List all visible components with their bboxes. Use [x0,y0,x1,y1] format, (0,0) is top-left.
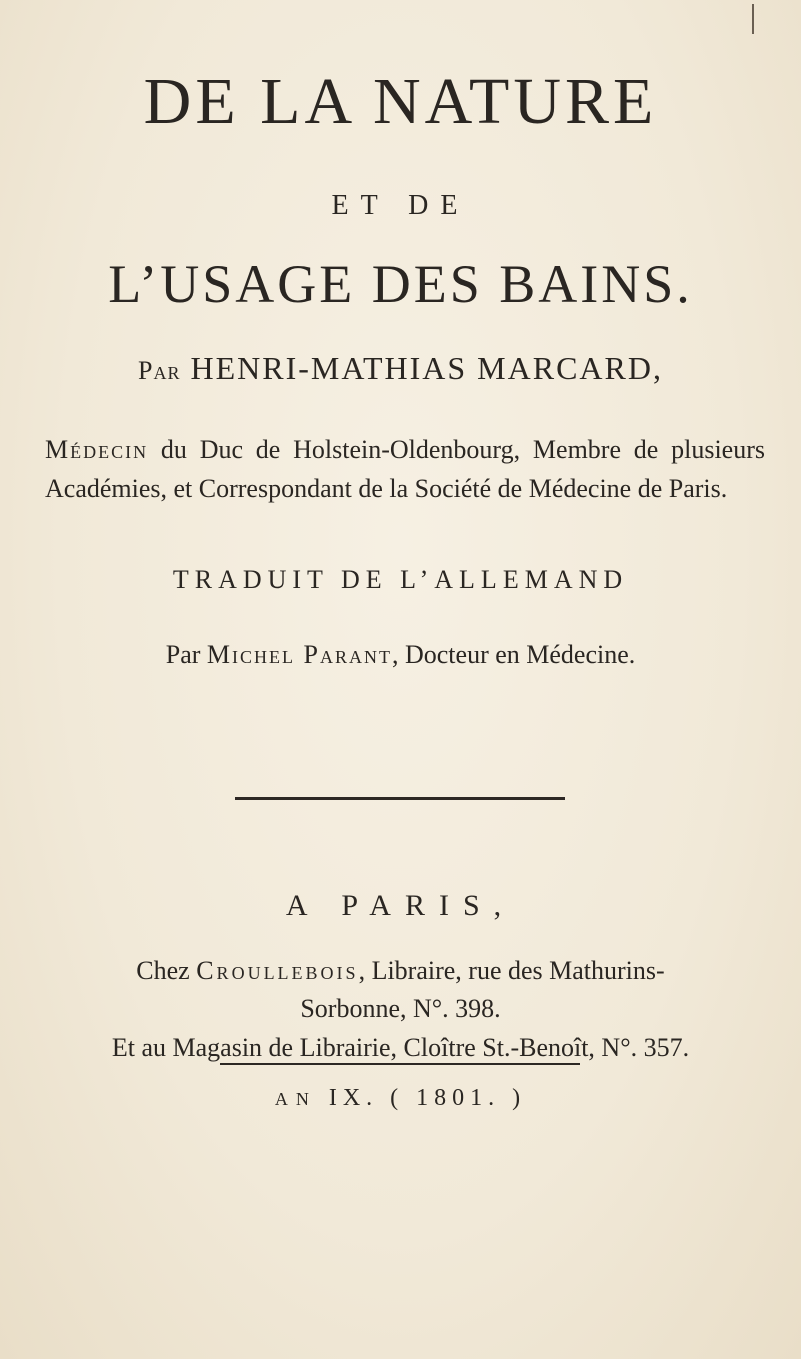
translation-note: TRADUIT DE L’ALLEMAND [172,565,629,594]
publication-date [0,1085,801,1112]
book-title: DE LA NATURE [143,65,658,138]
translator-name: Michel Parant [206,640,392,669]
description-text: du Duc de Holstein-Oldenbourg, Membre de plusieurs Académies, et Correspondant de la Société de Médecine de Paris. [45,435,765,503]
divider-rule-bottom [220,1063,580,1065]
author-line [0,350,801,387]
imprint-line-1 [40,956,761,986]
date-year: IX. ( 1801. ) [328,1085,527,1111]
description-lead: Médecin [45,435,149,464]
translator-prefix: Par [165,640,207,669]
translator-line [0,640,801,670]
author-description [45,430,765,508]
margin-mark [752,4,754,34]
date-an: AN [274,1089,317,1109]
imprint-address: , Libraire, rue des Mathurins- [358,956,665,985]
imprint-prefix: Chez [136,956,197,985]
title-connector: ET DE [331,190,470,221]
author-name: HENRI-MATHIAS MARCARD, [190,350,663,386]
book-subtitle: L’USAGE DES BAINS. [108,254,693,314]
translator-suffix: , Docteur en Médecine. [391,640,636,669]
imprint-line-2: Sorbonne, N°. 398. [300,994,501,1023]
bookseller-name: Croullebois [196,956,359,985]
author-prefix: Par [138,356,181,385]
imprint-city: A PARIS, [285,889,516,922]
imprint-line-3: Et au Magasin de Librairie, Cloître St.-Benoît, N°. 357. [111,1033,690,1062]
divider-rule [235,797,565,800]
